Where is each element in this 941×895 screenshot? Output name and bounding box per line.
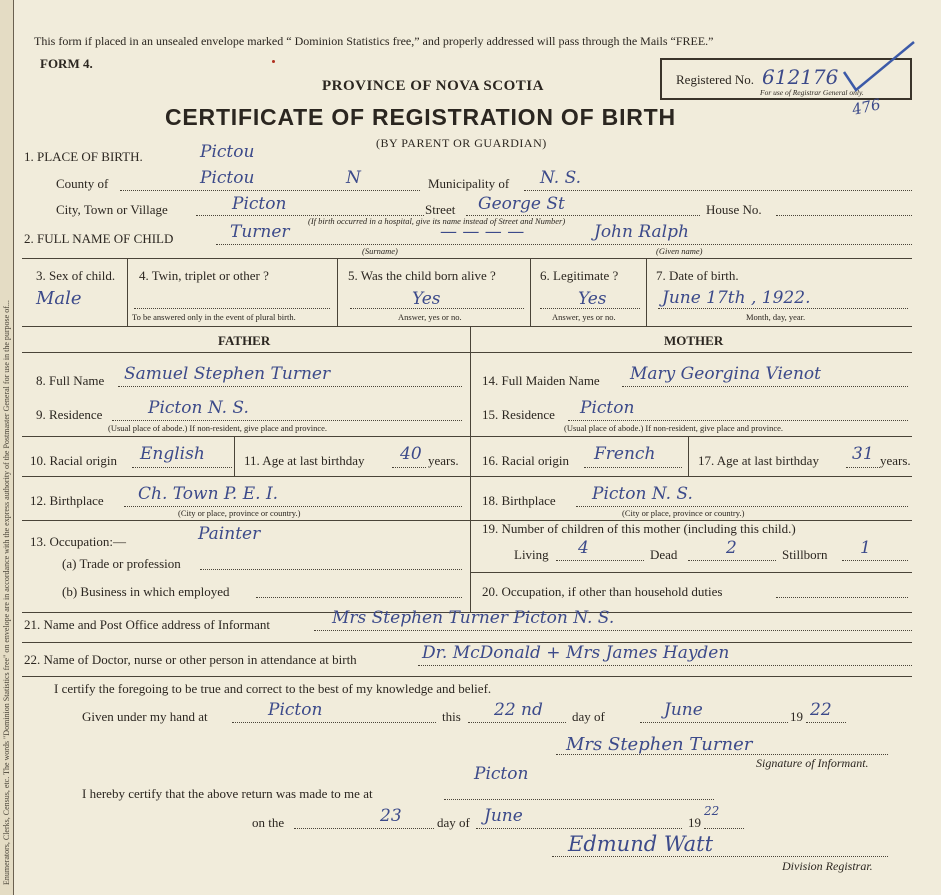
date-of-birth-value: June 17th , 1922. xyxy=(662,288,811,308)
registered-number: 612176 xyxy=(762,65,839,89)
mother-age-years: years. xyxy=(880,453,911,468)
father-birthplace-note: (City or place, province or country.) xyxy=(178,508,301,518)
father-racial-label: 10. Racial origin xyxy=(30,453,118,468)
mother-age-divider xyxy=(688,436,689,476)
father-age-line xyxy=(392,467,426,468)
twin-label: 4. Twin, triplet or other ? xyxy=(139,268,269,283)
child-name-label: 2. FULL NAME OF CHILD xyxy=(24,231,174,246)
municipality-value: N. S. xyxy=(540,168,582,188)
received-place-line xyxy=(444,799,714,800)
row3-div-3 xyxy=(530,258,531,326)
year-value: 22 xyxy=(810,700,832,720)
mother-rule-1 xyxy=(470,436,912,437)
informant-line xyxy=(314,630,912,631)
informant-label: 21. Name and Post Office address of Informant xyxy=(24,617,270,632)
checkmark-icon xyxy=(840,38,920,98)
father-occupation-label: 13. Occupation:— xyxy=(30,534,127,549)
father-name-line xyxy=(118,386,462,387)
row3-div-2 xyxy=(337,258,338,326)
day-value: 22 nd xyxy=(494,700,543,720)
living-line xyxy=(556,560,644,561)
row3-top-rule xyxy=(22,258,912,259)
twin-note: To be answered only in the event of plural birth. xyxy=(132,312,296,322)
date-of-birth-note: Month, day, year. xyxy=(746,312,806,322)
registrar-label: Division Registrar. xyxy=(782,859,873,873)
municipality-line xyxy=(524,190,912,191)
this-label: this xyxy=(442,709,461,724)
child-given-value: John Ralph xyxy=(594,222,689,242)
received-day-value: 23 xyxy=(380,806,402,826)
mother-occupation-label: 20. Occupation, if other than household duties xyxy=(482,584,723,599)
legitimate-value: Yes xyxy=(578,289,607,309)
mother-birthplace-line xyxy=(576,506,908,507)
place-of-birth-label: 1. PLACE OF BIRTH. xyxy=(24,149,143,164)
county-value: Pictou xyxy=(200,168,255,188)
surname-note: (Surname) xyxy=(362,246,398,256)
registered-label: Registered No. xyxy=(676,72,754,87)
row3-div-1 xyxy=(127,258,128,326)
attendant-value: Dr. McDonald + Mrs James Hayden xyxy=(422,643,730,663)
house-line xyxy=(776,215,912,216)
received-year-value: 22 xyxy=(704,804,720,818)
child-name-line xyxy=(216,244,912,245)
mother-birthplace-label: 18. Birthplace xyxy=(482,493,556,508)
received-month-value: June xyxy=(484,806,523,826)
spine-text: Enumerators, Clerks, Census, etc. The words "Dominion Statistics free" on envelope are in accordance with the express authority of the Postmaster General for use in the purpose of... xyxy=(2,300,11,885)
dead-label: Dead xyxy=(650,547,678,562)
informant-value: Mrs Stephen Turner Picton N. S. xyxy=(332,608,615,628)
mail-notice: This form if placed in an unsealed envelope marked “ Dominion Statistics free,” and properly addressed will pass through the Mails “FREE.” xyxy=(34,34,714,48)
place-of-birth-value: Pictou xyxy=(200,142,255,162)
sex-label: 3. Sex of child. xyxy=(36,268,116,283)
father-birthplace-value: Ch. Town P. E. I. xyxy=(138,484,279,504)
date-of-birth-label: 7. Date of birth. xyxy=(656,268,739,283)
row3-div-4 xyxy=(646,258,647,326)
registered-note: For use of Registrar General only. xyxy=(760,88,864,97)
dead-line xyxy=(688,560,776,561)
father-age-label: 11. Age at last birthday xyxy=(244,453,365,468)
stamp-number: 476 xyxy=(850,95,883,119)
province-title: PROVINCE OF NOVA SCOTIA xyxy=(322,78,544,94)
father-age-years: years. xyxy=(428,453,459,468)
mother-rule-2 xyxy=(470,476,912,477)
attendant-bottom-rule xyxy=(22,676,912,677)
binding-spine xyxy=(0,0,14,895)
dayof-label: day of xyxy=(572,709,605,724)
mother-name-label: 14. Full Maiden Name xyxy=(482,373,600,388)
year-line xyxy=(806,722,846,723)
street-label: Street xyxy=(425,202,456,217)
received-year-line xyxy=(704,828,744,829)
father-name-value: Samuel Stephen Turner xyxy=(124,364,331,384)
page-subtitle: (BY PARENT OR GUARDIAN) xyxy=(376,136,547,150)
parents-heading-rule xyxy=(22,352,912,353)
father-age-value: 40 xyxy=(400,444,422,464)
name-dashes: — — — — xyxy=(440,222,525,242)
given-place-value: Picton xyxy=(268,700,323,720)
trade-label: (a) Trade or profession xyxy=(62,556,181,571)
mother-racial-label: 16. Racial origin xyxy=(482,453,570,468)
certify-statement: I certify the foregoing to be true and correct to the best of my knowledge and belief. xyxy=(54,681,492,696)
mother-residence-value: Picton xyxy=(580,398,635,418)
mother-name-value: Mary Georgina Vienot xyxy=(630,364,821,384)
father-racial-line xyxy=(132,467,232,468)
father-rule-1 xyxy=(22,436,470,437)
attendant-line xyxy=(418,665,912,666)
county-line xyxy=(120,190,420,191)
twin-line xyxy=(134,308,330,309)
month-line xyxy=(640,722,788,723)
living-label: Living xyxy=(514,547,549,562)
received-year-prefix: 19 xyxy=(688,815,701,830)
ink-dot xyxy=(272,60,275,63)
father-age-divider xyxy=(234,436,235,476)
living-value: 4 xyxy=(578,538,589,558)
county-label: County of xyxy=(56,176,109,191)
alive-note: Answer, yes or no. xyxy=(398,312,462,322)
informant-signature: Mrs Stephen Turner xyxy=(566,734,753,755)
mother-age-value: 31 xyxy=(852,444,874,464)
mother-occupation-line xyxy=(776,597,908,598)
father-name-label: 8. Full Name xyxy=(36,373,105,388)
mother-heading: MOTHER xyxy=(664,333,724,348)
page-title: CERTIFICATE OF REGISTRATION OF BIRTH xyxy=(165,104,676,130)
mother-birthplace-value: Picton N. S. xyxy=(592,484,693,504)
trade-line xyxy=(200,569,462,570)
date-of-birth-line xyxy=(658,308,908,309)
stillborn-line xyxy=(842,560,908,561)
informant-signature-label: Signature of Informant. xyxy=(756,756,869,770)
given-name-note: (Given name) xyxy=(656,246,703,256)
legitimate-note: Answer, yes or no. xyxy=(552,312,616,322)
mother-rule-4 xyxy=(470,572,912,573)
mother-age-label: 17. Age at last birthday xyxy=(698,453,819,468)
business-label: (b) Business in which employed xyxy=(62,584,230,599)
received-day-line xyxy=(294,828,434,829)
given-place-line xyxy=(232,722,436,723)
legitimate-label: 6. Legitimate ? xyxy=(540,268,619,283)
city-label: City, Town or Village xyxy=(56,202,168,217)
stillborn-label: Stillborn xyxy=(782,547,828,562)
sex-value: Male xyxy=(36,288,82,309)
mother-residence-note: (Usual place of abode.) If non-resident, give place and province. xyxy=(564,423,784,433)
father-heading: FATHER xyxy=(218,333,271,348)
mother-birthplace-note: (City or place, province or country.) xyxy=(622,508,745,518)
father-racial-value: English xyxy=(140,444,205,464)
parents-divider xyxy=(470,326,471,612)
hereby-statement: I hereby certify that the above return was made to me at xyxy=(82,786,373,801)
mother-name-line xyxy=(622,386,908,387)
municipality-label: Municipality of xyxy=(428,176,510,191)
received-dayof-label: day of xyxy=(437,815,470,830)
children-label: 19. Number of children of this mother (including this child.) xyxy=(482,521,796,536)
father-residence-value: Picton N. S. xyxy=(148,398,249,418)
alive-label: 5. Was the child born alive ? xyxy=(348,268,496,283)
alive-value: Yes xyxy=(412,289,441,309)
father-rule-2 xyxy=(22,476,470,477)
business-line xyxy=(256,597,462,598)
attendant-label: 22. Name of Doctor, nurse or other person in attendance at birth xyxy=(24,652,357,667)
street-value: George St xyxy=(478,194,565,214)
given-label: Given under my hand at xyxy=(82,709,208,724)
day-line xyxy=(468,722,566,723)
father-residence-note: (Usual place of abode.) If non-resident, give place and province. xyxy=(108,423,328,433)
mother-residence-label: 15. Residence xyxy=(482,407,555,422)
city-value: Picton xyxy=(232,194,287,214)
registrar-signature-line xyxy=(552,856,888,857)
mother-residence-line xyxy=(568,420,908,421)
row3-bottom-rule xyxy=(22,326,912,327)
year-prefix: 19 xyxy=(790,709,803,724)
informant-signature-line xyxy=(556,754,888,755)
father-residence-label: 9. Residence xyxy=(36,407,103,422)
received-month-line xyxy=(476,828,682,829)
mother-racial-line xyxy=(584,467,682,468)
house-label: House No. xyxy=(706,202,762,217)
form-number: FORM 4. xyxy=(40,56,93,71)
month-value: June xyxy=(664,700,703,720)
father-rule-3 xyxy=(22,520,470,521)
father-residence-line xyxy=(112,420,462,421)
father-birthplace-line xyxy=(124,506,462,507)
mother-age-line xyxy=(846,467,880,468)
county-extra: N xyxy=(346,168,361,188)
father-occupation-value: Painter xyxy=(198,524,261,544)
hospital-note: (If birth occurred in a hospital, give its name instead of Street and Number) xyxy=(308,216,566,226)
registrar-signature: Edmund Watt xyxy=(568,832,714,856)
mother-racial-value: French xyxy=(594,444,656,464)
dead-value: 2 xyxy=(726,538,737,558)
on-the-label: on the xyxy=(252,815,285,830)
stillborn-value: 1 xyxy=(860,538,871,558)
received-place-value: Picton xyxy=(474,764,529,784)
father-birthplace-label: 12. Birthplace xyxy=(30,493,104,508)
child-surname-value: Turner xyxy=(230,222,290,242)
